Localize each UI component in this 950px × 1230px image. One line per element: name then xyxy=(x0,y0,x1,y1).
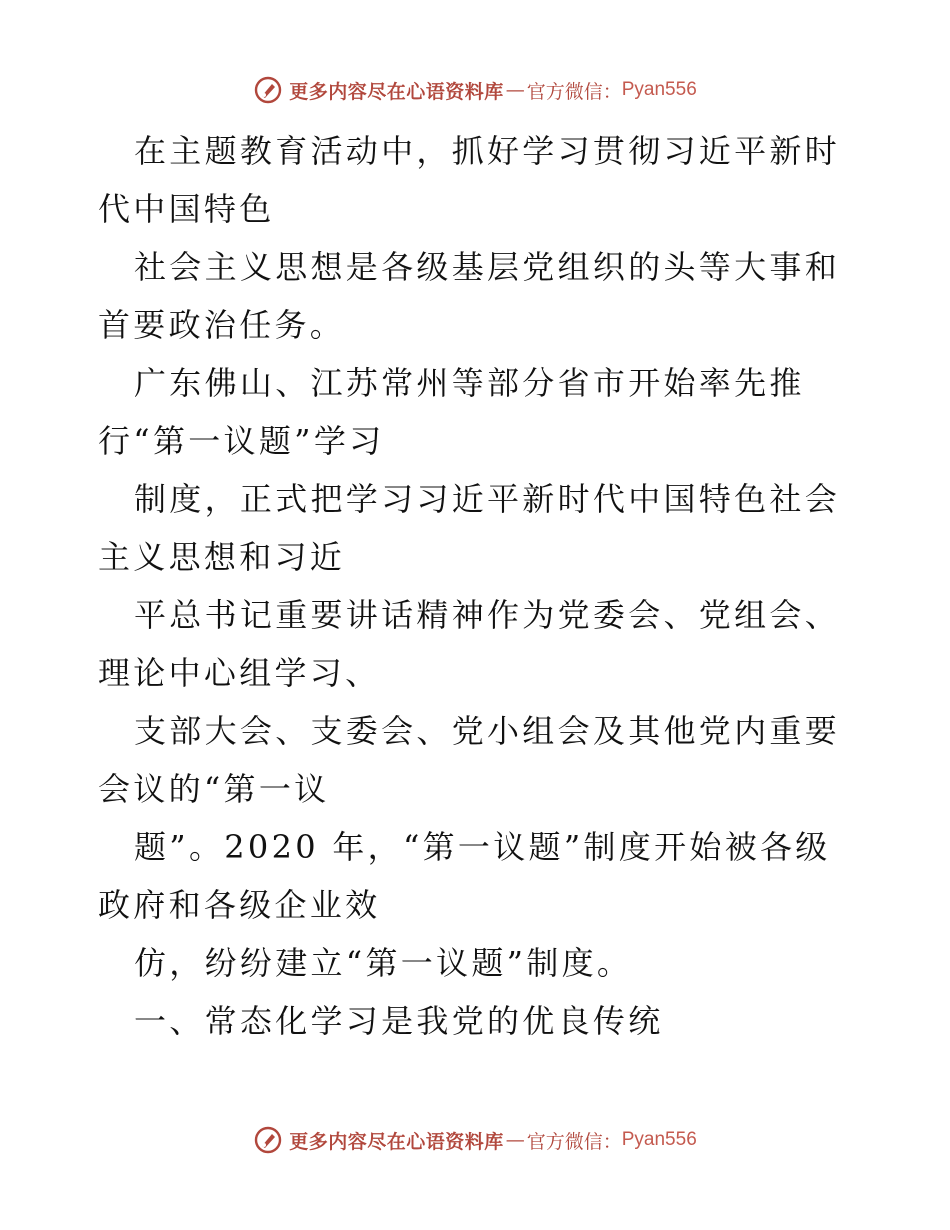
watermark-dash: — xyxy=(505,1129,525,1151)
pen-nib-logo-icon xyxy=(253,75,283,105)
header-watermark xyxy=(0,70,950,110)
watermark-dash: — xyxy=(505,79,525,101)
paragraph: 支部大会、支委会、党小组会及其他党内重要会议的“第一议 xyxy=(98,712,841,808)
pen-nib-logo-icon xyxy=(253,1125,283,1155)
watermark-label: 官方微信： xyxy=(526,1130,622,1153)
paragraph: 广东佛山、江苏常州等部分省市开始率先推 行“第一议题”学习 xyxy=(98,364,805,460)
paragraph: 仿，纷纷建立“第一议题”制度。 xyxy=(134,944,633,982)
watermark-wechat-id: Pyan556 xyxy=(621,79,697,100)
paragraph: 平总书记重要讲话精神作为党委会、党组会、理论中心组学习、 xyxy=(98,596,841,692)
section-heading: 一、常态化学习是我党的优良传统 xyxy=(134,1002,664,1040)
watermark-title: 更多内容尽在心语资料库 xyxy=(289,80,504,103)
watermark-wechat-id: Pyan556 xyxy=(621,1129,697,1150)
watermark-title: 更多内容尽在心语资料库 xyxy=(289,1130,504,1153)
paragraph: 在主题教育活动中，抓好学习贯彻习近平新时代中国特色 xyxy=(98,132,841,228)
document-body xyxy=(98,122,858,1050)
footer-watermark xyxy=(0,1120,950,1160)
paragraph: 制度，正式把学习习近平新时代中国特色社会主义思想和习近 xyxy=(98,480,841,576)
paragraph: 社会主义思想是各级基层党组织的头等大事和首要政治任务。 xyxy=(98,248,841,344)
watermark-label: 官方微信： xyxy=(526,80,622,103)
paragraph: 题”。2020 年，“第一议题”制度开始被各级政府和各级企业效 xyxy=(98,828,831,924)
